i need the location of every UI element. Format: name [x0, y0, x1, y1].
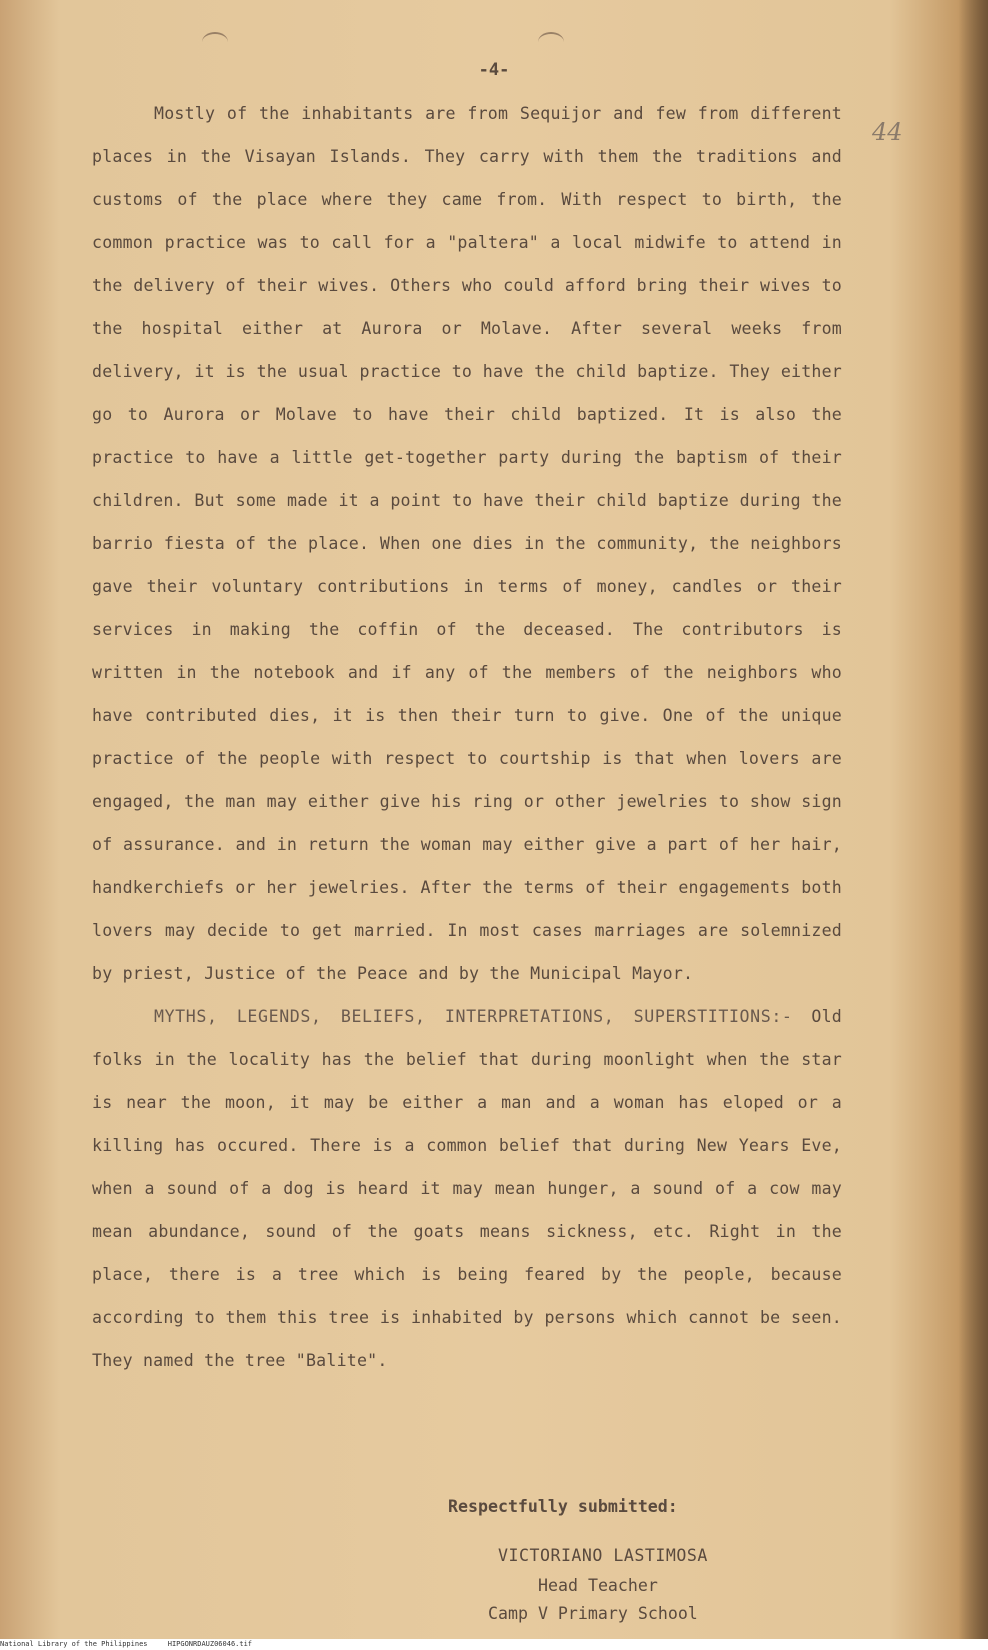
- footer-library: National Library of the Philippines: [0, 1640, 148, 1648]
- archive-footer: [0, 1639, 988, 1650]
- myths-text: Old folks in the locality has the belief that during moonlight when the star is near the moon, it may be either a man and a woman has eloped or a killing has occured. There is a common belief that during New Years Eve, when a sound of a dog is heard it may mean hunger, a sound of a cow may mean abundance, sound of the goats means sickness, etc. Right in the place, there is a tree which is being feared by the people, because according to them this tree is inhabited by persons which cannot be seen. They named the tree "Balite".: [92, 1007, 842, 1370]
- page-number: -4-: [478, 60, 510, 80]
- footer-file-id: HIPGONRDAUZ06046.tif: [167, 1640, 253, 1648]
- document-body: [92, 92, 842, 1382]
- myths-heading: MYTHS, LEGENDS, BELIEFS, INTERPRETATIONS, SUPERSTITIONS:-: [154, 1007, 793, 1026]
- closing-line: Respectfully submitted:: [448, 1497, 678, 1516]
- punch-hole-left: [202, 32, 228, 52]
- punch-hole-right: [538, 32, 564, 52]
- myths-paragraph: [92, 995, 842, 1382]
- binding-edge-shadow: [958, 0, 988, 1650]
- signature-title: Head Teacher: [538, 1576, 658, 1595]
- signature-name: VICTORIANO LASTIMOSA: [498, 1546, 708, 1565]
- customs-paragraph: Mostly of the inhabitants are from Sequijor and few from different places in the Visayan Islands. They carry with them the traditions and customs of the place where they came from. With respect to birth, the common practice was to call for a "paltera" a local midwife to attend in the delivery of their wives. Others who could afford bring their wives to the hospital either at Aurora or Molave. After several weeks from delivery, it is the usual practice to have the child baptize. They either go to Aurora or Molave to have their child baptized. It is also the practice to have a little get-together party during the baptism of their children. But some made it a point to have their child baptize during the barrio fiesta of the place. When one dies in the community, the neighbors gave their voluntary contributions in terms of money, candles or their services in making the coffin of the deceased. The contributors is written in the notebook and if any of the members of the neighbors who have contributed dies, it is then their turn to give. One of the unique practice of the people with respect to courtship is that when lovers are engaged, the man may either give his ring or other jewelries to show sign of assurance. and in return the woman may either give a part of her hair, handkerchiefs or her jewelries. After the terms of their engagements both lovers may decide to get married. In most cases marriages are solemnized by priest, Justice of the Peace and by the Municipal Mayor.: [92, 104, 842, 983]
- signature-school: Camp V Primary School: [488, 1604, 698, 1623]
- folio-handwritten-number: 44: [872, 118, 903, 146]
